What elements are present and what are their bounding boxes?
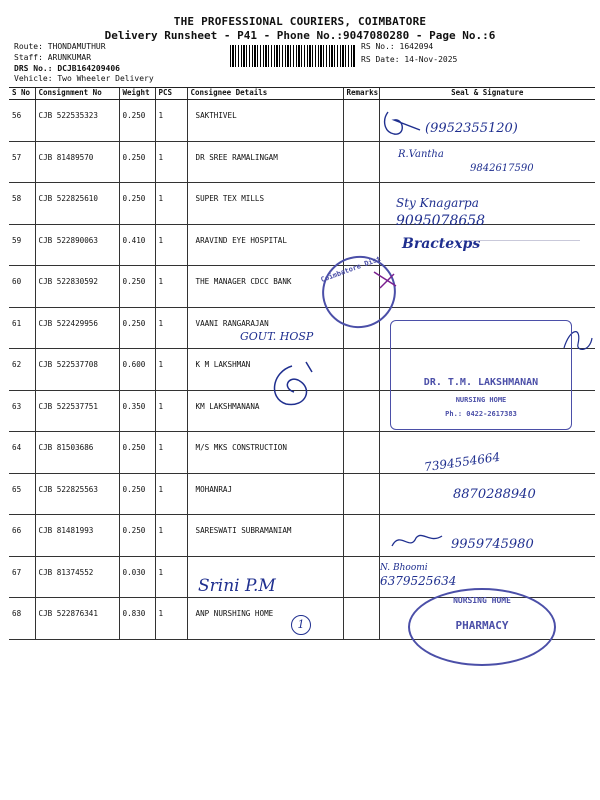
handwriting-r64: 7394554664 [423,449,501,475]
cell-consignee: SARESWATI SUBRAMANIAM [187,515,343,557]
cell-consignee: M/S MKS CONSTRUCTION [187,432,343,474]
handwriting-r67b: N. Bhoomi [380,563,428,573]
cell-sno: 62 [9,349,35,391]
cell-consignee: ANP NURSHING HOME [187,598,343,640]
handwriting-r57a: R.Vantha [398,149,444,160]
barcode [230,45,356,67]
cell-consignment: CJB 522825563 [35,473,119,515]
bank-seal-text: Coimbatore Dist [319,254,382,285]
handwriting-r66: 9959745980 [451,537,534,552]
signature-r62 [262,358,322,412]
signature-r66 [386,526,446,554]
cell-consignment: CJB 81374552 [35,556,119,598]
cell-consignee: DR SREE RAMALINGAM [187,141,343,183]
cell-weight: 0.250 [119,307,155,349]
handwriting-r56: (9952355120) [425,121,518,136]
cell-consignment: CJB 522830592 [35,266,119,308]
staff-label: Staff: ARUNKUMAR [14,53,92,62]
handwriting-r59: Bractexps [402,236,481,252]
handwriting-r67c: 6379525634 [380,574,457,588]
handwriting-r65: 8870288940 [453,487,536,502]
cell-sno: 61 [9,307,35,349]
cell-sno: 67 [9,556,35,598]
table-row [9,432,595,474]
vehicle-label: Vehicle: Two Wheeler Delivery [14,74,154,83]
handwriting-r57b: 9842617590 [470,163,534,174]
drs-value: DCJB164209406 [57,64,120,73]
cell-consignment: CJB 81481993 [35,515,119,557]
cell-weight: 0.250 [119,473,155,515]
cell-pcs: 1 [155,141,187,183]
cell-pcs: 1 [155,307,187,349]
cell-weight: 0.830 [119,598,155,640]
cell-weight: 0.410 [119,224,155,266]
cell-pcs: 1 [155,390,187,432]
route-label: Route: THONDAMUTHUR [14,42,106,51]
handwriting-r68: 1 [291,615,311,635]
col-weight: Weight [119,88,155,100]
cell-remarks [343,556,379,598]
handwriting-r61: GOUT. HOSP [240,330,314,343]
cell-remarks [343,390,379,432]
cell-pcs: 1 [155,432,187,474]
cell-sno: 65 [9,473,35,515]
cell-weight: 0.250 [119,266,155,308]
col-seal: Seal & Signature [379,88,595,100]
table-header-row [9,88,595,100]
document-subtitle: Delivery Runsheet - P41 - Phone No.:9047080280 - Page No.:6 [104,29,496,42]
cell-weight: 0.250 [119,141,155,183]
cell-consignment: CJB 522890063 [35,224,119,266]
cell-consignment: CJB 522537751 [35,390,119,432]
cell-sno: 63 [9,390,35,432]
col-consignee: Consignee Details [187,88,343,100]
cell-consignment: CJB 522876341 [35,598,119,640]
cell-sno: 58 [9,183,35,225]
cell-pcs: 1 [155,349,187,391]
cell-weight: 0.350 [119,390,155,432]
cell-weight: 0.030 [119,556,155,598]
cell-remarks [343,598,379,640]
cell-remarks [343,141,379,183]
cell-sno: 57 [9,141,35,183]
cell-remarks [343,432,379,474]
cell-pcs: 1 [155,556,187,598]
table-row [9,141,595,183]
cell-consignee: SAKTHIVEL [187,100,343,142]
handwriting-r58b: 9095078658 [396,213,486,229]
drs-line [14,64,120,73]
cell-weight: 0.250 [119,432,155,474]
cell-consignee: KM LAKSHMANANA [187,390,343,432]
cell-sno: 59 [9,224,35,266]
faded-stamp-r59 [470,240,580,281]
cell-consignment: CJB 81489570 [35,141,119,183]
cell-consignee: MOHANRAJ [187,473,343,515]
col-remarks: Remarks [343,88,379,100]
cell-pcs: 1 [155,183,187,225]
cell-remarks [343,100,379,142]
pharmacy-ring-text: NURSING HOME [453,596,511,605]
cell-consignment: CJB 81503686 [35,432,119,474]
cell-pcs: 1 [155,598,187,640]
cell-sno: 56 [9,100,35,142]
cell-weight: 0.250 [119,100,155,142]
cell-weight: 0.250 [119,515,155,557]
cell-consignment: CJB 522535323 [35,100,119,142]
clinic-stamp [390,320,572,430]
cell-consignment: CJB 522429956 [35,307,119,349]
cell-weight: 0.250 [119,183,155,225]
clinic-stamp-sub: NURSING HOME [455,396,507,404]
cell-pcs: 1 [155,100,187,142]
signature-r56 [380,108,440,138]
col-consignment: Consignment No [35,88,119,100]
cell-consignee: K M LAKSHMAN [187,349,343,391]
cell-remarks [343,183,379,225]
cell-remarks [343,473,379,515]
handwriting-r58a: Sty Knagarpa [396,196,479,210]
cell-seal [379,141,595,183]
document-title: THE PROFESSIONAL COURIERS, COIMBATORE [173,15,427,28]
col-sno: S No [9,88,35,100]
cell-remarks [343,515,379,557]
cell-consignee: SUPER TEX MILLS [187,183,343,225]
cell-sno: 66 [9,515,35,557]
drs-label: DRS No.: [14,64,53,73]
signature-r60 [370,268,400,298]
cell-sno: 68 [9,598,35,640]
clinic-stamp-phone: Ph.: 0422-2617383 [445,410,517,418]
cell-sno: 60 [9,266,35,308]
table-row [9,183,595,225]
cell-pcs: 1 [155,515,187,557]
cell-pcs: 1 [155,473,187,515]
rs-number: RS No.: 1642094 [361,42,434,51]
cell-pcs: 1 [155,266,187,308]
handwriting-r67a: Srini P.M [198,576,276,596]
pharmacy-stamp [408,588,556,666]
cell-consignment: CJB 522825610 [35,183,119,225]
cell-weight: 0.600 [119,349,155,391]
cell-sno: 64 [9,432,35,474]
cell-remarks [343,349,379,391]
col-pcs: PCS [155,88,187,100]
clinic-stamp-name: DR. T.M. LAKSHMANAN [423,377,539,388]
pharmacy-stamp-text: PHARMACY [455,619,509,632]
rs-date: RS Date: 14-Nov-2025 [361,55,458,64]
cell-consignment: CJB 522537708 [35,349,119,391]
cell-consignee: VAANI RANGARAJAN [187,307,343,349]
cell-consignee: ARAVIND EYE HOSPITAL [187,224,343,266]
cell-pcs: 1 [155,224,187,266]
cell-consignee: THE MANAGER CDCC BANK [187,266,343,308]
